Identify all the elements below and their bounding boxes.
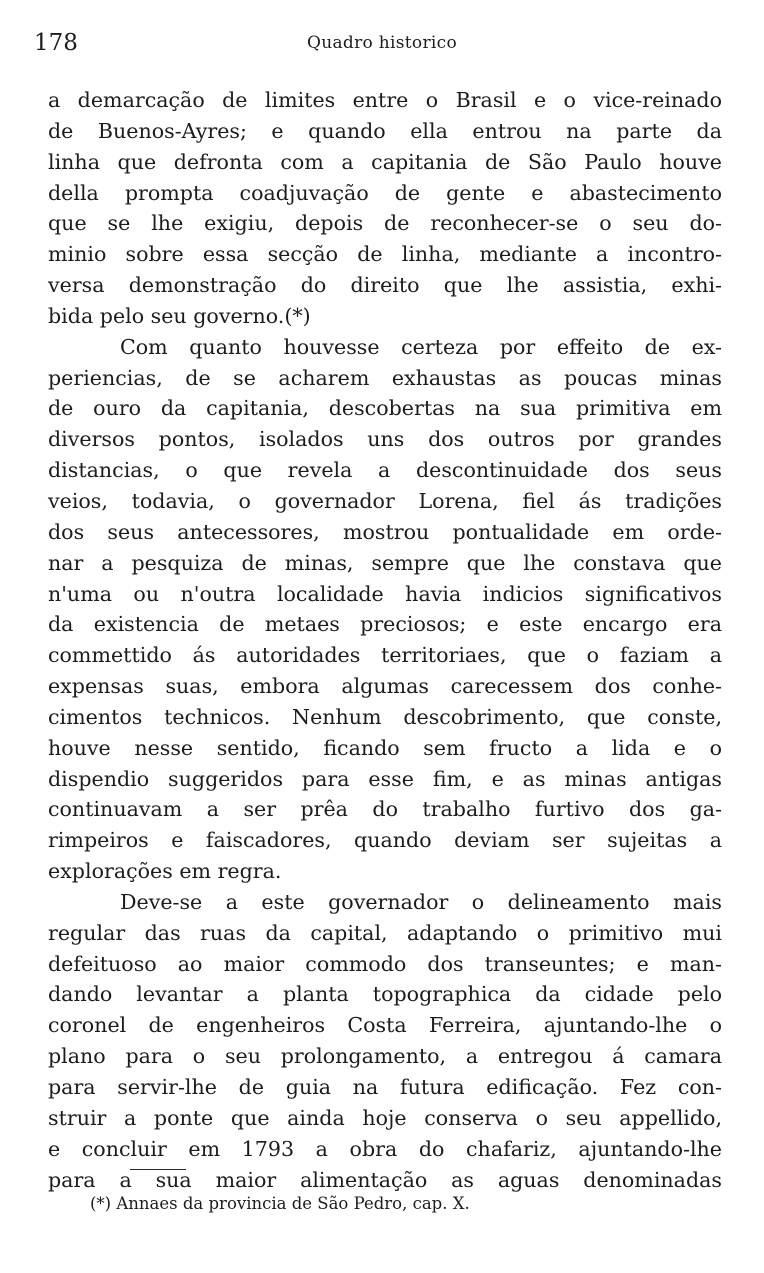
text-line: expensas suas, embora algumas carecessem dos conhe- [48,674,722,699]
text-line: cimentos technicos. Nenhum descobrimento, que conste, [48,704,722,729]
text-line: Deve-se a este governador o delineamento mais [120,889,722,914]
text-line: distancias, o que revela a descontinuidade dos seus [48,458,722,483]
text-line: struir a ponte que ainda hoje conserva o seu appellido, [48,1105,722,1130]
text-line: continuavam a ser prêa do trabalho furtivo dos ga- [48,797,722,822]
text-line: explorações em regra. [48,859,282,884]
text-line: diversos pontos, isolados uns dos outros por grandes [48,427,722,452]
text-line: commettido ás autoridades territoriaes, que o faziam a [48,643,722,668]
text-line: bida pelo seu governo.(*) [48,303,311,328]
text-line: plano para o seu prolongamento, a entregou á camara [48,1044,722,1069]
text-line: dispendio suggeridos para esse fim, e as minas antigas [48,766,722,791]
text-line: da existencia de metaes preciosos; e este encargo era [48,612,722,637]
text-line: que se lhe exigiu, depois de reconhecer-se o seu do- [48,211,722,236]
body-text [48,85,722,1195]
text-line: dando levantar a planta topographica da cidade pelo [48,982,722,1007]
text-line: periencias, de se acharem exhaustas as poucas minas [48,365,722,390]
text-line: veios, todavia, o governador Lorena, fiel ás tradições [48,488,722,513]
text-line: defeituoso ao maior commodo dos transeuntes; e man- [48,951,722,976]
text-line: e concluir em 1793 a obra do chafariz, ajuntando-lhe [48,1136,722,1161]
text-line: regular das ruas da capital, adaptando o primitivo mui [48,920,722,945]
text-line: coronel de engenheiros Costa Ferreira, ajuntando-lhe o [48,1013,722,1038]
text-line: linha que defronta com a capitania de São Paulo houve [48,149,722,174]
text-line: Com quanto houvesse certeza por effeito de ex- [120,334,722,359]
text-line: de ouro da capitania, descobertas na sua primitiva em [48,396,722,421]
footnote-divider [130,1169,186,1170]
text-line: rimpeiros e faiscadores, quando deviam ser sujeitas a [48,828,722,853]
text-line: para servir-lhe de guia na futura edificação. Fez con- [48,1075,722,1099]
text-line: minio sobre essa secção de linha, mediante a incontro- [48,242,722,267]
text-line: versa demonstração do direito que lhe assistia, exhi- [48,273,722,298]
text-line: para a sua maior alimentação as aguas denominadas [48,1167,722,1192]
text-line: della prompta coadjuvação de gente e abastecimento [48,180,722,205]
text-line: houve nesse sentido, ficando sem fructo a lida e o [48,735,722,760]
footnote: (*) Annaes da provincia de São Pedro, cap. X. [90,1194,470,1213]
text-line: de Buenos-Ayres; e quando ella entrou na parte da [48,118,722,143]
running-title: Quadro historico [307,33,457,53]
text-line: dos seus antecessores, mostrou pontualidade em orde- [48,519,722,544]
text-line: nar a pesquiza de minas, sempre que lhe constava que [48,550,722,575]
text-line: n'uma ou n'outra localidade havia indicios significativos [48,581,722,606]
text-line: a demarcação de limites entre o Brasil e o vice-reinado [48,88,722,112]
page-number: 178 [34,30,78,56]
